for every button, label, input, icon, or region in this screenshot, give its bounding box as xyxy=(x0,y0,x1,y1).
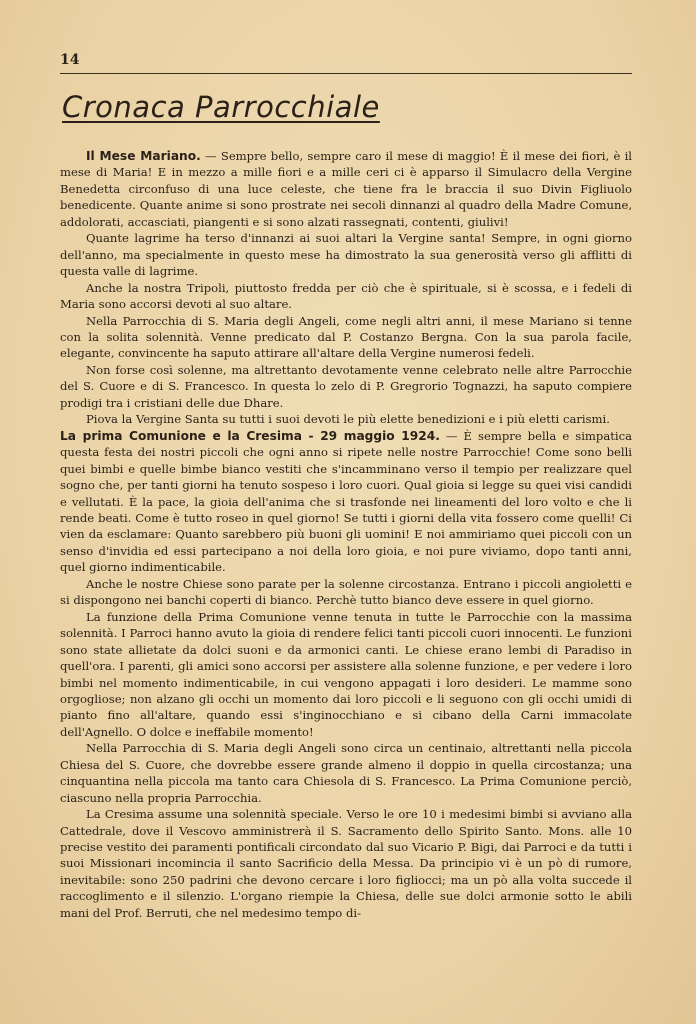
paragraph: Anche la nostra Tripoli, piuttosto fredda per ciò che è spirituale, si è scossa, e i fedeli di Maria sono accorsi devoti al suo altare. xyxy=(60,280,632,312)
section-prima-comunione-intro xyxy=(60,428,632,576)
page-title: Cronaca Parrocchiale xyxy=(62,90,380,124)
page-number: 14 xyxy=(60,52,80,68)
paragraph: Quante lagrime ha terso d'innanzi ai suoi altari la Vergine santa! Sempre, in ogni giorno dell'anno, ma specialmente in questo mese ha dimostrato la sua generosità verso gli afflitti di questa valle di lagrime. xyxy=(60,231,632,279)
section-heading-prima-comunione: La prima Comunione e la Cresima - 29 maggio 1924. xyxy=(60,428,440,443)
paragraph: La funzione della Prima Comunione venne tenuta in tutte le Parrocchie con la massima solennità. I Parroci hanno avuto la gioia di rendere felici tanti piccoli cuori innocenti. Le funzioni sono state allietate da dolci suoni e da armonici canti. Le chiese erano lembi di Paradiso in quell'ora. I parenti, gli amici sono accorsi per assistere alla solenne funzione, e per vedere i loro bimbi nel momento indimenticabile, in cui vengono appagati i loro desideri. Le mamme sono orgogliose; non alzano gli occhi un momento dai loro piccoli e li seguono con gli occhi umidi di pianto fino all'altare, quando essi s'inginocchiano e si cibano della Carni immacolate dell'Agnello. O dolce e ineffabile momento! xyxy=(60,609,632,739)
section-heading-mese-mariano: Il Mese Mariano. xyxy=(86,149,201,163)
article-body xyxy=(60,148,632,921)
paragraph: Nella Parrocchia di S. Maria degli Angeli, come negli altri anni, il mese Mariano si tenne con la solita solennità. Venne predicato dal P. Costanzo Bergna. Con la sua parola facile, elegante, convincente ha saputo attirare all'altare della Vergine numerosi fedeli. xyxy=(60,313,632,361)
paragraph: Nella Parrocchia di S. Maria degli Angeli sono circa un centinaio, altrettanti nella piccola Chiesa del S. Cuore, che dovrebbe essere grande almeno il doppio in quella circostanza; una cinquantina nella piccola ma tanto cara Chiesola di S. Francesco. La Prima Comunione perciò, ciascuno nella propria Parrocchia. xyxy=(60,741,632,805)
paragraph: La Cresima assume una solennità speciale. Verso le ore 10 i medesimi bimbi si avviano alla Cattedrale, dove il Vescovo amministrerà il S. Sacramento dello Spirito Santo. Mons. alle 10 precise vestito dei paramenti pontificali circondato dal suo Vicario P. Bigi, dai Parroci e da tutti i suoi Missionari incomincia il santo Sacrificio della Messa. Da principio vi è un pò di rumore, inevitabile: sono 250 padrini che devono cercare i loro figliocci; ma un pò alla volta succede il raccoglimento e il silenzio. L'organo riempie la Chiesa, delle sue dolci armonie sotto le abili mani del Prof. Berruti, che nel medesimo tempo di- xyxy=(60,807,632,920)
paragraph: — È sempre bella e simpatica questa festa dei nostri piccoli che ogni anno si ripete nelle nostre Parrocchie! Come sono belli quei bimbi e quelle bimbe bianco vestiti che s'incamminano verso il tempio per realizzare quel sogno che, per tanti giorni ha tenuto sospeso i loro cuori. Qual gioia si legge su quei visi candidi e vellutati. È la pace, la gioia dell'anima che si trasfonde nei lineamenti del loro volto e che li rende beati. Come è tutto roseo in quel giorno! Se tutti i giorni della vita fossero come quelli! Ci vien da esclamare: Quanto sarebbero più buoni gli uomini! E noi ammiriamo quei piccoli con un senso d'invidia ed essi partecipano a noi della loro gioia, e noi pure viviamo, dopo tanti anni, quel giorno indimenticabile. xyxy=(60,428,632,575)
paragraph: Anche le nostre Chiese sono parate per la solenne circostanza. Entrano i piccoli angioletti e si dispongono nei banchi coperti di bianco. Perchè tutto bianco deve essere in quel giorno. xyxy=(60,576,632,608)
header-rule xyxy=(60,73,632,74)
section-mese-mariano-intro xyxy=(60,148,632,230)
paragraph: — Sempre bello, sempre caro il mese di maggio! È il mese dei fiori, è il mese di Maria! E in mezzo a mille fiori e a mille ceri ci è apparso il Simulacro della Vergine Benedetta circonfuso di una luce celeste, che tiene fra le braccia il suo Divin Figliuolo benedicente. Quante anime si sono prostrate nei secoli dinnanzi al quadro della Madre Comune, addolorati, accasciati, piangenti e si sono alzati rassegnati, contenti, giulivi! xyxy=(60,149,632,229)
paragraph: Non forse così solenne, ma altrettanto devotamente venne celebrato nelle altre Parrocchie del S. Cuore e di S. Francesco. In questa lo zelo di P. Gregrorio Tognazzi, ha saputo compiere prodigi tra i cristiani delle due Dhare. xyxy=(60,362,632,410)
paragraph: Piova la Vergine Santa su tutti i suoi devoti le più elette benedizioni e i più eletti carismi. xyxy=(86,412,610,427)
